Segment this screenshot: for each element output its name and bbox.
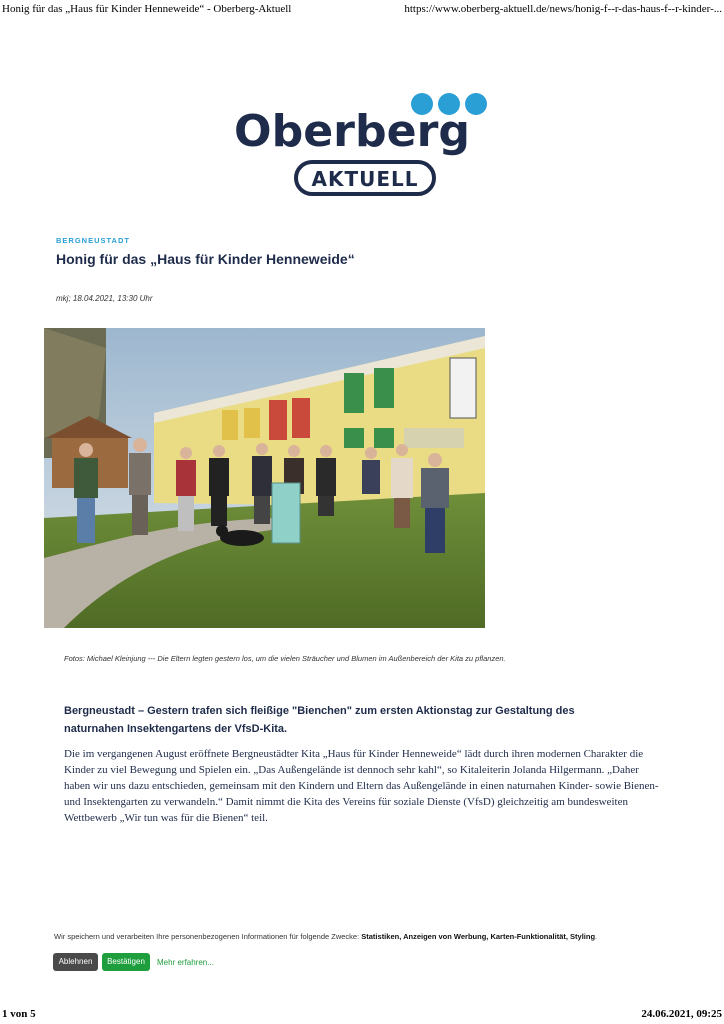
cookie-purposes: Statistiken, Anzeigen von Werbung, Karten-Funktionalität, Styling [361, 932, 596, 941]
article-category[interactable]: BERGNEUSTADT [56, 236, 130, 245]
print-header-title: Honig für das „Haus für Kinder Henneweide“ - Oberberg-Aktuell [2, 3, 292, 15]
reject-button[interactable]: Ablehnen [53, 953, 98, 971]
article-byline: mkj; 18.04.2021, 13:30 Uhr [56, 294, 153, 303]
learn-more-link[interactable]: Mehr erfahren... [157, 958, 214, 967]
cookie-notice [54, 932, 597, 941]
logo-wordmark: Oberberg [234, 106, 470, 157]
article-photo[interactable] [44, 328, 485, 628]
logo-badge: AKTUELL [311, 167, 419, 191]
article-body [64, 746, 664, 826]
article-title: Honig für das „Haus für Kinder Henneweide“ [56, 251, 355, 267]
print-footer-page: 1 von 5 [2, 1008, 36, 1020]
print-footer-date: 24.06.2021, 09:25 [641, 1008, 722, 1020]
photo-caption: Fotos: Michael Kleinjung --- Die Eltern legten gestern los, um die vielen Sträucher und Blumen im Außenbereich der Kita zu pflanzen. [64, 654, 506, 663]
oberberg-aktuell-logo[interactable] [232, 88, 494, 200]
article-body-paragraph: Die im vergangenen August eröffnete Bergneustädter Kita „Haus für Kinder Henneweide“ lädt durch ihren modernen Charakter die Kinder zu viel Bewegung und Spielen ein. „Das Außengelände ist dennoch sehr kahl“, so Kitaleiterin Jolanda Hilgermann. „Daher haben wir uns dazu entschieden, gemeinsam mit den Kindern und Eltern das Außengelände in einen naturnahen Kinder- sowie Bienen- und Insektengarten zu verwandeln.“ Damit nimmt die Kita des Vereins für soziale Dienste (VfsD) gleichzeitig am bundesweiten Wettbewerb „Wir tun was für die Bienen“ teil. [64, 748, 659, 824]
article-lead: Bergneustadt – Gestern trafen sich fleißige "Bienchen" zum ersten Aktionstag zur Gestaltung des naturnahen Insektengartens der VfsD-Kita. [64, 705, 575, 735]
cookie-text: Wir speichern und verarbeiten Ihre personenbezogenen Informationen für folgende Zwecke: [54, 932, 362, 941]
print-header-url: https://www.oberberg-aktuell.de/news/honig-f--r-das-haus-f--r-kinder-... [404, 3, 722, 15]
confirm-button[interactable]: Bestätigen [102, 953, 150, 971]
cookie-text-end: . [595, 932, 598, 941]
